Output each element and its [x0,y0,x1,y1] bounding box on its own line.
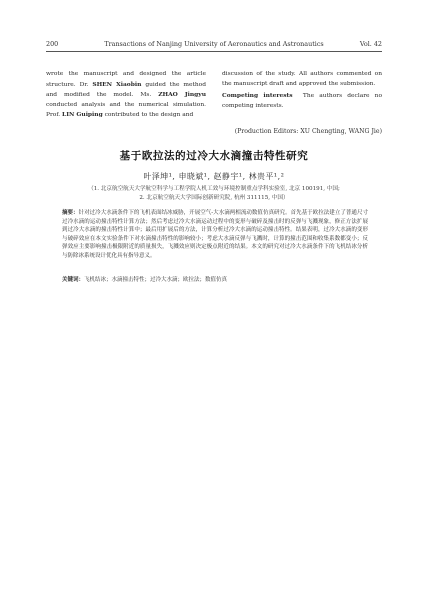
chinese-keywords [62,276,368,285]
affiliation-line-2: 2. 北京航空航天大学国际创新研究院, 杭州 311115, 中国） [139,195,289,201]
chinese-affiliations [56,185,372,203]
abstract-text: 针对过冷大水滴条件下的飞机表面结冰威胁，开展空气-大水滴两相流动数值仿真研究。首先基于欧拉法建立了普通尺寸过冷水滴的运动撞击特性计算方法；然后考虑过冷大水滴运动过程中的变形与破碎及撞击时的反弹与飞溅现象，修正方法扩展到过冷大水滴的撞击特性计算中；最后用扩展后的方法，计算分析过冷大水滴的运动撞击特性。结果表明，过冷大水滴的变形与破碎效应在本文实验条件下对水滴撞击特性的影响较小；考虑大水滴反弹与飞溅时，计算的撞击范围和收集系数都变小；反弹效应主要影响撞击极限附近的质量损失，飞溅效应则决定极点附近的结果。本文的研究对过冷大水滴条件下的飞机结冰分析与防除冰系统设计优化具有指导意义。 [62,210,368,259]
contributions-column-left: wrote the manuscript and designed the article structure. Dr. SHEN Xiaobin guided the method and modified the model. Ms. ZHAO Jingyu conducted analysis and the numerical simulation. Prof. LIN Guiping contributed to the design and [46,71,206,119]
competing-interests-label: Competing interests [222,92,293,100]
volume-label: Vol. 42 [359,40,382,48]
abstract-label: 摘要： [62,210,79,216]
contributions-column-right [222,70,382,111]
journal-title: Transactions of Nanjing University of Aeronautics and Astronautics [104,40,324,48]
keywords-label: 关键词： [62,277,85,283]
chinese-title: 基于欧拉法的过冷大水滴撞击特性研究 [119,150,309,162]
affiliation-line-1: （1. 北京航空航天大学航空科学与工程学院人机工效与环境控制重点学科实验室, 北京 100191, 中国; [88,186,340,192]
header-rule [46,51,382,52]
production-editors: (Production Editors: XU Chengting, WANG Jie) [234,128,382,135]
contributions-continuation: discussion of the study. All authors commented on the manuscript draft and approved the submission. [222,71,382,87]
competing-interests-text: The authors declare no competing interests. [222,93,382,109]
page-number: 200 [46,40,59,48]
keywords-text: 飞机结冰；水滴撞击特性；过冷大水滴；欧拉法；数值仿真 [84,277,228,283]
chinese-abstract [62,209,368,261]
competing-interests [222,91,382,111]
chinese-authors: 叶泽坤¹, 申晓斌¹, 赵静宇¹, 林贵平¹,² [143,172,285,181]
